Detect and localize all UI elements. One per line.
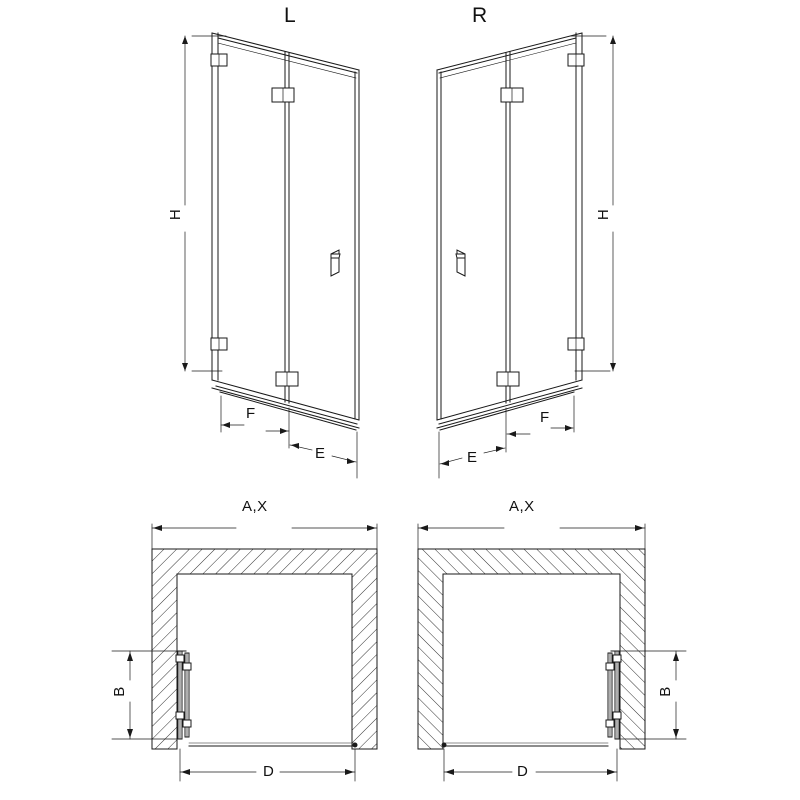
dimension-label-b-left: B bbox=[110, 686, 128, 697]
dimension-label-f-right: F bbox=[540, 409, 550, 426]
plan-right-group bbox=[418, 524, 686, 781]
view-title-left: L bbox=[284, 4, 297, 27]
dimension-label-d-right: D bbox=[517, 763, 529, 780]
dimension-label-h-right: H bbox=[595, 208, 613, 221]
view-title-right: R bbox=[472, 4, 488, 27]
dimension-label-e-right: E bbox=[467, 449, 478, 466]
elevation-right-group bbox=[437, 33, 616, 478]
plan-left-group bbox=[112, 524, 377, 781]
dimension-label-ax-left: A,X bbox=[242, 498, 268, 515]
dimension-label-b-right: B bbox=[656, 686, 674, 697]
dimension-label-f-left: F bbox=[246, 405, 256, 422]
dimension-label-h-left: H bbox=[167, 208, 185, 221]
dimension-label-ax-right: A,X bbox=[509, 498, 535, 515]
elevation-left-group bbox=[182, 33, 359, 478]
dimension-label-d-left: D bbox=[263, 763, 275, 780]
dimension-label-e-left: E bbox=[315, 445, 326, 462]
